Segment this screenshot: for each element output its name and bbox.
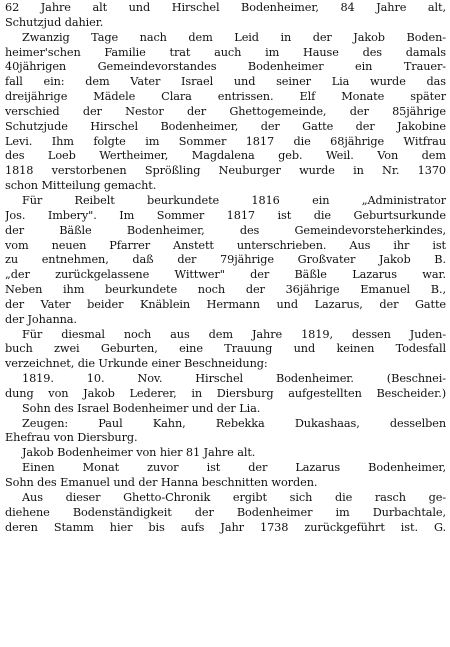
text-line: zu entnehmen, daß der 79jährige Großvater Jakob B. (5, 253, 446, 267)
text-line: 1819. 10. Nov. Hirschel Bodenheimer. (Beschnei- (22, 372, 446, 386)
text-line: Ehefrau von Diersburg. (5, 431, 138, 445)
text-line: vom neuen Pfarrer Anstett unterschrieben. Aus ihr ist (5, 238, 446, 252)
text-line: Sohn des Emanuel und der Hanna beschnitten worden. (5, 476, 318, 489)
text-line: Jakob Bodenheimer von hier 81 Jahre alt. (22, 446, 256, 460)
text-line: Schutzjude Hirschel Bodenheimer, der Gatte der Jakobine (5, 119, 446, 133)
text-line: 40jährigen Gemeindevorstandes Bodenheimer ein Trauer- (5, 60, 446, 74)
text-line: der Bäßle Bodenheimer, des Gemeindevorsteherkindes, (5, 223, 446, 237)
text-line: des Loeb Wertheimer, Magdalena geb. Weil. Von dem (5, 149, 446, 163)
text-line: Schutzjud dahier. (5, 15, 104, 29)
article-text (5, 1, 446, 535)
text-line: schon Mitteilung gemacht. (5, 179, 157, 193)
text-line: Aus dieser Ghetto-Chronik ergibt sich die rasch ge- (22, 490, 446, 504)
text-line: Jos. Imbery". Im Sommer 1817 ist die Geburtsurkunde (5, 208, 446, 222)
text-line: der Johanna. (5, 312, 77, 326)
text-line: Sohn des Israel Bodenheimer und der Lia. (22, 401, 261, 415)
text-line: verschied der Nestor der Ghettogemeinde, der 85jährige (5, 104, 446, 118)
text-line: Für diesmal noch aus dem Jahre 1819, dessen Juden- (22, 327, 446, 341)
text-line: Neben ihm beurkundete noch der 36jährige Emanuel B., (5, 283, 446, 297)
text-line: 62 Jahre alt und Hirschel Bodenheimer, 84 Jahre alt, (5, 1, 446, 14)
text-line: Für Reibelt beurkundete 1816 ein „Administrator (22, 193, 446, 207)
text-line: heimer'schen Familie trat auch im Hause des damals (5, 45, 446, 59)
text-line: diehene Bodenständigkeit der Bodenheimer im Durbachtale, (5, 505, 446, 519)
text-line: fall ein: dem Vater Israel und seiner Lia wurde das (5, 75, 446, 89)
text-line: dreijährige Mädele Clara entrissen. Elf Monate später (5, 90, 446, 104)
text-line: verzeichnet, die Urkunde einer Beschneidung: (5, 357, 268, 371)
text-line: Zeugen: Paul Kahn, Rebekka Dukashaas, desselben (22, 416, 446, 430)
text-line: Zwanzig Tage nach dem Leid in der Jakob Boden- (22, 30, 446, 44)
text-line: deren Stamm hier bis aufs Jahr 1738 zurückgeführt ist. G. (5, 520, 446, 534)
text-line: buch zwei Geburten, eine Trauung und keinen Todesfall (5, 342, 446, 356)
text-line: der Vater beider Knäblein Hermann und Lazarus, der Gatte (5, 297, 446, 311)
text-line: Einen Monat zuvor ist der Lazarus Bodenheimer, (22, 461, 446, 475)
text-line: dung von Jakob Lederer, in Diersburg aufgestellten Bescheider.) (5, 386, 446, 400)
text-line: 1818 verstorbenen Sprößling Neuburger wurde in Nr. 1370 (5, 164, 446, 178)
text-line: Levi. Ihm folgte im Sommer 1817 die 68jährige Witfrau (5, 134, 446, 148)
text-line: „der zurückgelassene Wittwer" der Bäßle Lazarus war. (5, 268, 446, 282)
